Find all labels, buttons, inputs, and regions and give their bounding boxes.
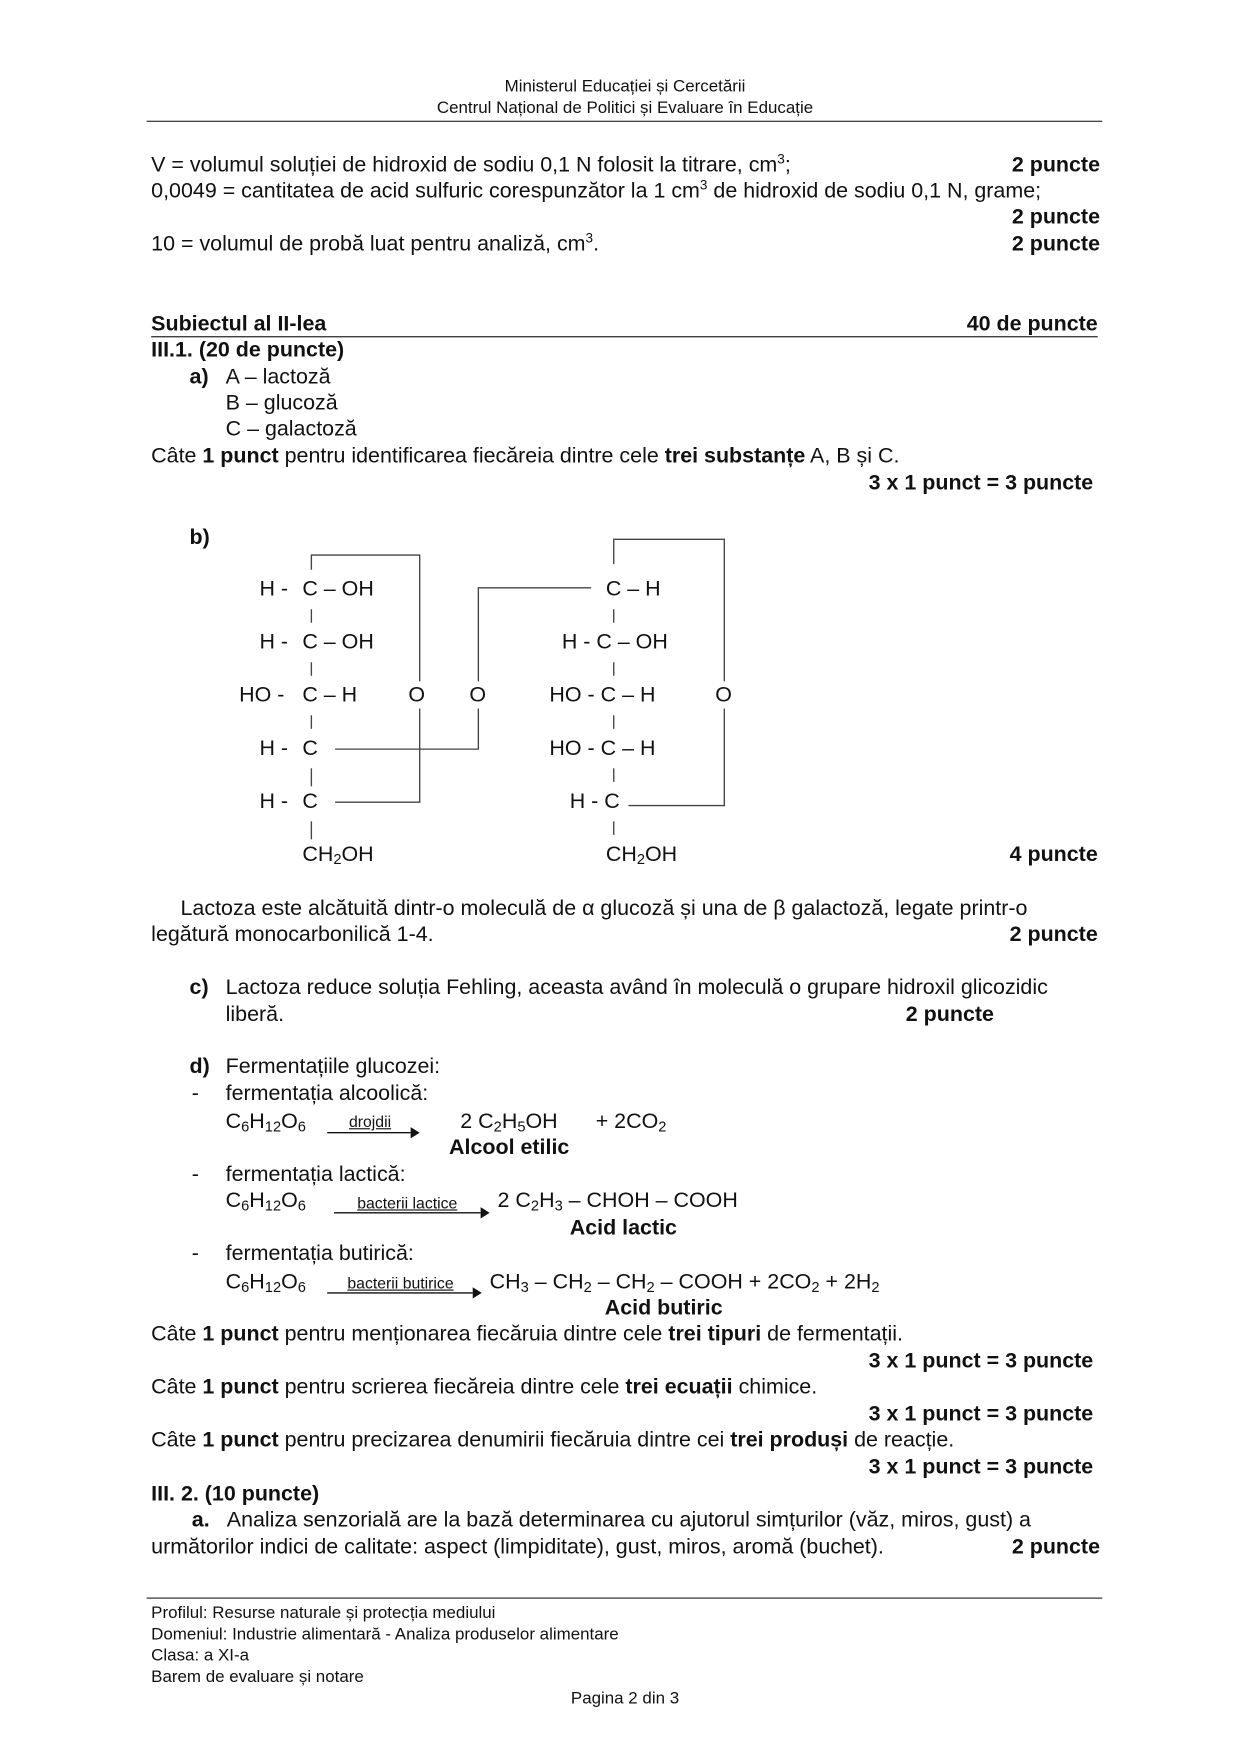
text: A, B și C. <box>805 444 900 469</box>
header-ministry: Ministerul Educației și Cercetării <box>504 76 746 96</box>
text: Câte <box>151 1322 203 1346</box>
atom-label: HO - C – H <box>549 683 656 708</box>
item-c-text: Lactoza reduce soluția Fehling, aceasta având în moleculă o grupare hidroxil glicozidic <box>225 975 1048 1000</box>
ring-oxygen: O <box>408 683 426 708</box>
score-line: 3 x 1 punct = 3 puncte <box>868 1402 1094 1427</box>
text: de fermentații. <box>761 1322 903 1346</box>
subject-points: 40 de puncte <box>966 312 1098 337</box>
answer-a: A – lactoză <box>225 365 331 390</box>
item-a-label: a) <box>189 365 209 390</box>
atom-label: $CH_2OH$ <box>605 842 678 868</box>
atom-label: C <box>302 789 318 814</box>
sensory-analysis-text: Analiza senzorială are la bază determinarea cu ajutorul simțurilor (văz, miros, gust) a <box>226 1508 1031 1533</box>
scoring-note <box>151 1428 954 1453</box>
text: pentru precizarea denumirii fiecăruia dintre cei <box>278 1428 731 1452</box>
ring-oxygen: O <box>715 683 732 708</box>
atom-label: C – H <box>302 683 358 708</box>
catalyst-label: bacterii lactice <box>357 1193 458 1212</box>
text: chimice. <box>732 1375 818 1399</box>
text: 0,0049 = cantitatea de acid sulfuric corespunzător la 1 cm <box>151 179 700 204</box>
list-dash: - <box>191 1163 199 1187</box>
atom-label: C – OH <box>302 630 374 655</box>
header-center: Centrul Național de Politici și Evaluare în Educație <box>436 98 814 118</box>
text-bold: trei ecuații <box>625 1375 733 1399</box>
item-d-title: Fermentațiile glucozei: <box>225 1054 441 1079</box>
points-label: 2 puncte <box>1011 1535 1100 1560</box>
fermentation-name: fermentația alcoolică: <box>225 1081 429 1106</box>
text-bold: 1 punct <box>202 1375 279 1399</box>
text: pentru scrierea fiecăreia dintre cele <box>278 1375 626 1399</box>
item-c-text-cont: liberă. <box>225 1002 285 1027</box>
text: Câte <box>151 1375 203 1399</box>
footer-class: Clasa: a XI-a <box>151 1646 250 1666</box>
footer-divider <box>147 1598 1103 1599</box>
text-bold: trei produși <box>730 1428 849 1452</box>
text-bold: trei substanțe <box>664 444 806 469</box>
text-bold: trei tipuri <box>668 1322 762 1346</box>
footer-domain: Domeniul: Industrie alimentară - Analiza produselor alimentare <box>151 1624 619 1644</box>
page-number: Pagina 2 din 3 <box>570 1688 680 1709</box>
points-label: 2 puncte <box>905 1002 994 1027</box>
text-bold: 1 punct <box>202 444 279 469</box>
atom-label: H - C <box>569 789 620 814</box>
atom-label: C <box>302 736 318 761</box>
atom-label: H - <box>259 577 289 602</box>
reactant: $C_6H_{12}O_6$ <box>225 1270 306 1296</box>
product: 2 $C_2H_5OH$ <box>460 1110 558 1135</box>
item-a-label: a. <box>191 1508 210 1533</box>
superscript: 3 <box>585 230 594 246</box>
sensory-analysis-text-cont: următorilor indici de calitate: aspect (limpiditate), gust, miros, aromă (buchet). <box>151 1535 884 1560</box>
text: V = volumul soluției de hidroxid de sodiu 0,1 N folosit la titrare, cm <box>151 153 778 178</box>
answer-b: B – glucoză <box>225 391 338 416</box>
text: de hidroxid de sodiu 0,1 N, grame; <box>707 179 1042 204</box>
product: $CH_3 - CH_2 - CH_2$ – COOH + $2CO_2 + 2H_2$ <box>489 1270 880 1296</box>
atom-label: H - C – OH <box>561 630 668 655</box>
question-2-title: III. 2. (10 puncte) <box>151 1482 320 1507</box>
atom-label: HO - C – H <box>549 736 656 761</box>
list-dash: - <box>191 1081 199 1106</box>
text: de reacție. <box>848 1428 955 1452</box>
text-bold: 1 punct <box>202 1322 279 1346</box>
superscript: 3 <box>699 177 708 193</box>
score-line: 3 x 1 punct = 3 puncte <box>868 1349 1094 1374</box>
text-bold: 1 punct <box>202 1428 279 1452</box>
score-line: 3 x 1 punct = 3 puncte <box>868 471 1094 496</box>
atom-label: HO - <box>239 683 285 708</box>
points-label: 2 puncte <box>1009 922 1098 947</box>
catalyst-label: drojdii <box>348 1112 392 1131</box>
points-label: 4 puncte <box>1009 842 1098 867</box>
atom-label: H - <box>259 789 289 814</box>
answer-c: C – galactoză <box>225 417 357 442</box>
text: pentru menționarea fiecăruia dintre cele <box>278 1322 669 1346</box>
superscript: 3 <box>777 151 785 167</box>
product-name: Acid butiric <box>604 1296 723 1320</box>
product: 2 $C_2H_3$ – CHOH – COOH <box>497 1189 738 1214</box>
points-label: 2 puncte <box>1011 205 1100 230</box>
text: Câte <box>151 444 203 469</box>
scoring-note <box>151 1322 903 1347</box>
fermentation-name: fermentația lactică: <box>225 1163 406 1187</box>
item-c-label: c) <box>189 975 209 1000</box>
footer-doc-type: Barem de evaluare și notare <box>151 1667 364 1687</box>
catalyst-label: bacterii butirice <box>347 1273 454 1292</box>
text: 10 = volumul de probă luat pentru analiză, cm <box>151 232 586 257</box>
byproduct: + $2CO_2$ <box>595 1110 667 1135</box>
product-name: Acid lactic <box>569 1216 677 1240</box>
list-dash: - <box>191 1242 199 1266</box>
score-line: 3 x 1 punct = 3 puncte <box>868 1455 1094 1480</box>
lactose-description-cont: legătură monocarbonilică 1-4. <box>151 922 434 947</box>
atom-label: C – OH <box>302 577 374 602</box>
question-1-title: III.1. (20 de puncte) <box>151 338 345 363</box>
reactant: $C_6H_{12}O_6$ <box>225 1189 306 1214</box>
lactose-description: Lactoza este alcătuită dintr-o moleculă de α glucoză și una de β galactoză, legate printr-o <box>180 896 1028 921</box>
atom-label: C – H <box>605 577 661 602</box>
atom-label: H - <box>259 736 289 761</box>
item-d-label: d) <box>189 1054 210 1079</box>
footer-profile: Profilul: Resurse naturale și protecția mediului <box>151 1603 496 1623</box>
bridge-oxygen: O <box>469 683 487 708</box>
item-b-label: b) <box>189 525 210 550</box>
fermentation-name: fermentația butirică: <box>225 1242 414 1266</box>
points-label: 2 puncte <box>1011 232 1100 257</box>
subject-title: Subiectul al II-lea <box>151 312 327 337</box>
atom-label: H - <box>259 630 289 655</box>
scoring-note <box>151 1375 817 1400</box>
text: Câte <box>151 1428 203 1452</box>
atom-label: $CH_2OH$ <box>302 842 374 868</box>
text: ; <box>784 153 791 178</box>
reactant: $C_6H_{12}O_6$ <box>225 1110 306 1135</box>
text: . <box>593 232 600 257</box>
text: pentru identificarea fiecăreia dintre cele <box>278 444 665 469</box>
product-name: Alcool etilic <box>449 1136 570 1160</box>
points-label: 2 puncte <box>1011 153 1100 178</box>
